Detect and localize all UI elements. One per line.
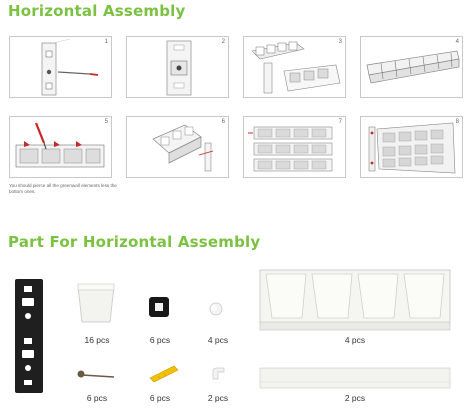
step-3-number: 3	[338, 39, 342, 45]
step-5-panel	[9, 116, 112, 178]
step-4-number: 4	[455, 39, 459, 45]
step-6-number: 6	[221, 119, 225, 125]
step-2-illustration	[127, 37, 230, 99]
step-6-illustration	[127, 117, 230, 179]
pocket-row-part	[258, 264, 454, 334]
step-5-illustration	[10, 117, 113, 179]
step-2-number: 2	[221, 39, 225, 45]
step-8-panel	[360, 116, 463, 178]
step-1-number: 1	[104, 39, 108, 45]
step-5-number: 5	[104, 119, 108, 125]
step-1-panel	[9, 36, 112, 98]
wall-bracket-part	[14, 278, 44, 394]
parts-title: Part For Horizontal Assembly	[8, 233, 261, 251]
pocket-row-quantity: 4 pcs	[344, 335, 366, 345]
screw-quantity: 6 pcs	[86, 393, 108, 403]
step-8-illustration	[361, 117, 464, 179]
step-7-panel	[243, 116, 346, 178]
hook-clip-quantity: 2 pcs	[207, 393, 229, 403]
step-6-panel	[126, 116, 229, 178]
square-plate-quantity: 6 pcs	[149, 335, 171, 345]
wall-plug-quantity: 6 pcs	[149, 393, 171, 403]
rail-bar-quantity: 2 pcs	[344, 393, 366, 403]
round-cap-part	[209, 302, 223, 316]
step-3-panel	[243, 36, 346, 98]
square-plate-part	[148, 296, 170, 318]
step-1-illustration	[10, 37, 113, 99]
pot-quantity: 16 pcs	[84, 335, 110, 345]
step-5-note: You should pierce all the greenwall elements less the bottom ones.	[9, 183, 117, 194]
round-cap-quantity: 4 pcs	[207, 335, 229, 345]
wall-plug-part	[148, 364, 182, 384]
hook-clip-part	[210, 366, 228, 382]
step-2-panel	[126, 36, 229, 98]
step-7-illustration	[244, 117, 347, 179]
rail-bar-part	[258, 366, 454, 390]
pot-part	[74, 280, 118, 324]
step-4-panel	[360, 36, 463, 98]
step-4-illustration	[361, 37, 464, 99]
horizontal-assembly-title: Horizontal Assembly	[8, 2, 186, 20]
step-8-number: 8	[455, 119, 459, 125]
step-3-illustration	[244, 37, 347, 99]
screw-part	[76, 368, 116, 382]
step-7-number: 7	[338, 119, 342, 125]
